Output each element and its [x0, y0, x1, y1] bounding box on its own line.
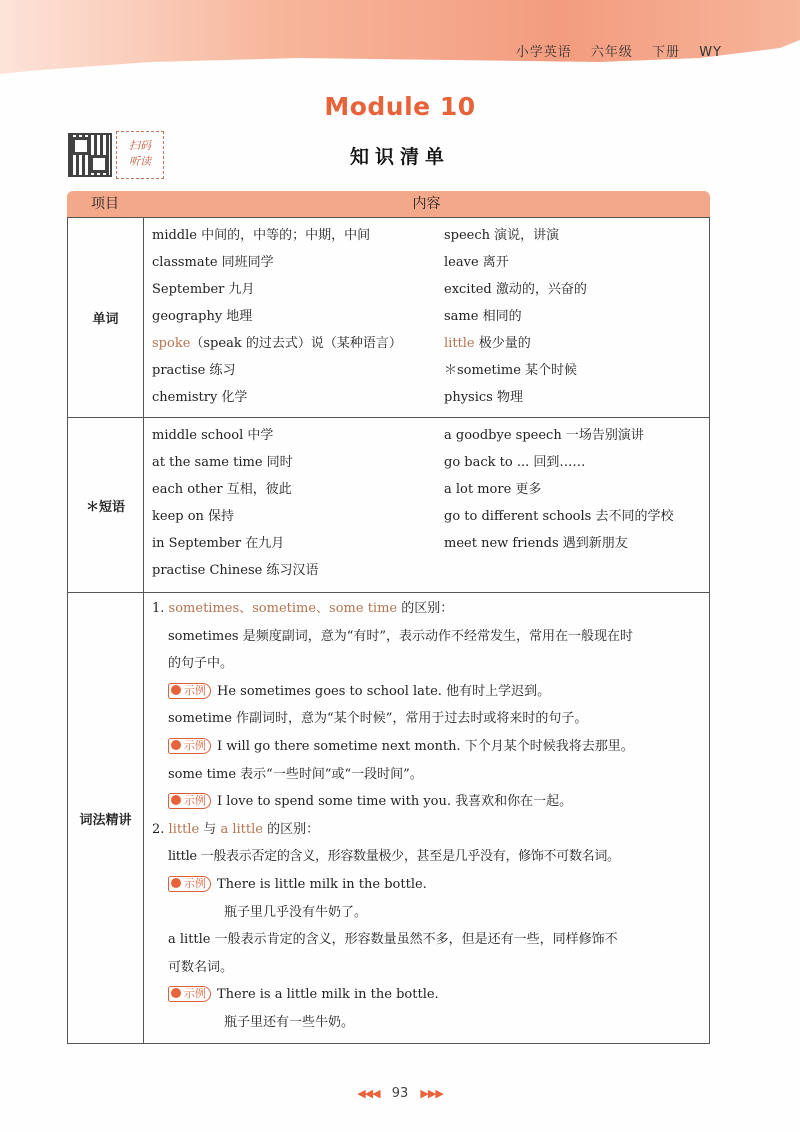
prev-arrows-icon: ◀◀◀	[357, 1087, 380, 1100]
header-banner	[0, 0, 800, 74]
row-content	[144, 593, 709, 1043]
word-entry: spoke（speak 的过去式）说（某种语言）	[152, 336, 402, 351]
explanation: some time 表示“一些时间”或“一段时间”。	[168, 766, 423, 782]
word-entry: geography 地理	[152, 309, 253, 324]
example-badge: 示例	[168, 986, 211, 1002]
table-row-words	[67, 217, 710, 418]
example: 示例 He sometimes goes to school late. 他有时上学迟到。	[152, 678, 701, 706]
section-heading: 1. sometimes、sometime、some time 的区别：	[152, 601, 454, 616]
word-entry: leave 离开	[444, 255, 509, 270]
example-translation: 瓶子里几乎没有牛奶了。	[224, 904, 368, 920]
word-entry: little 极少量的	[444, 336, 531, 351]
explanation: little 一般表示否定的含义，形容数量极少，甚至是几乎没有，修饰不可数名词。	[168, 849, 620, 865]
table-row-phrases	[67, 418, 710, 593]
phrase-entry: go back to ... 回到……	[444, 455, 586, 470]
example-translation: 瓶子里还有一些牛奶。	[224, 1014, 355, 1030]
section-heading: 2. little 与 a little 的区别：	[152, 821, 320, 837]
explanation: 的句子中。	[168, 656, 234, 672]
section-subtitle: 知识清单	[349, 146, 450, 168]
scan-listen-label: 扫码 听读	[116, 131, 164, 179]
phrase-entry: at the same time 同时	[152, 455, 293, 470]
phrase-entry: go to different schools 去不同的学校	[444, 509, 674, 524]
header-content: 内容	[412, 196, 441, 212]
explanation: sometimes 是频度副词，意为“有时”，表示动作不经常发生，常用在一般现在时	[168, 628, 634, 644]
subject: 小学英语	[515, 45, 572, 60]
example: 示例 I love to spend some time with you. 我喜欢和你在一起。	[152, 788, 701, 816]
example-badge: 示例	[168, 793, 211, 809]
phrase-entry: keep on 保持	[152, 509, 235, 524]
module-title: Module 10	[324, 92, 476, 121]
row-label: 单词	[68, 218, 144, 417]
phrase-entry: meet new friends 遇到新朋友	[444, 536, 628, 551]
table-row-grammar	[67, 593, 710, 1044]
grade: 六年级	[590, 45, 633, 60]
row-content	[144, 218, 709, 417]
example: 示例 There is a little milk in the bottle.	[152, 981, 701, 1009]
knowledge-table	[67, 191, 710, 1044]
explanation: sometime 作副词时，意为“某个时候”，常用于过去时或将来时的句子。	[168, 711, 588, 727]
header-item: 项目	[91, 196, 119, 212]
example-badge: 示例	[168, 876, 211, 892]
edition: WY	[699, 45, 722, 60]
example-badge: 示例	[168, 683, 211, 699]
phrase-entry: a goodbye speech 一场告别演讲	[444, 428, 644, 443]
table-header	[67, 191, 710, 217]
row-content	[144, 418, 709, 592]
example: 示例 I will go there sometime next month. 下个月某个时候我将去那里。	[152, 733, 701, 761]
phrase-entry: middle school 中学	[152, 428, 274, 443]
word-entry: classmate 同班同学	[152, 255, 274, 270]
page-number: 93	[391, 1086, 409, 1101]
book-info	[502, 41, 722, 60]
example-badge: 示例	[168, 738, 211, 754]
next-arrows-icon: ▶▶▶	[420, 1087, 443, 1100]
phrase-entry: a lot more 更多	[444, 482, 542, 497]
word-entry: excited 激动的，兴奋的	[444, 282, 587, 297]
phrase-entry: in September 在九月	[152, 536, 285, 551]
example: 示例 There is little milk in the bottle.	[152, 871, 701, 899]
explanation: 可数名词。	[168, 959, 234, 975]
row-label: 词法精讲	[68, 593, 144, 1043]
row-label: ＊短语	[68, 418, 144, 592]
word-entry: physics 物理	[444, 390, 523, 405]
word-entry: September 九月	[152, 282, 255, 297]
word-entry: practise 练习	[152, 363, 236, 378]
page-footer	[0, 1086, 800, 1101]
word-entry: chemistry 化学	[152, 390, 248, 405]
explanation: a little 一般表示肯定的含义，形容数量虽然不多，但是还有一些，同样修饰不	[168, 932, 618, 948]
phrase-entry: each other 互相，彼此	[152, 482, 292, 497]
word-entry: ＊sometime 某个时候	[444, 363, 578, 378]
word-entry: middle 中间的，中等的；中期，中间	[152, 228, 371, 243]
phrase-entry: practise Chinese 练习汉语	[152, 563, 319, 578]
word-entry: same 相同的	[444, 309, 522, 324]
volume: 下册	[652, 45, 681, 60]
word-entry: speech 演说，讲演	[444, 228, 560, 243]
